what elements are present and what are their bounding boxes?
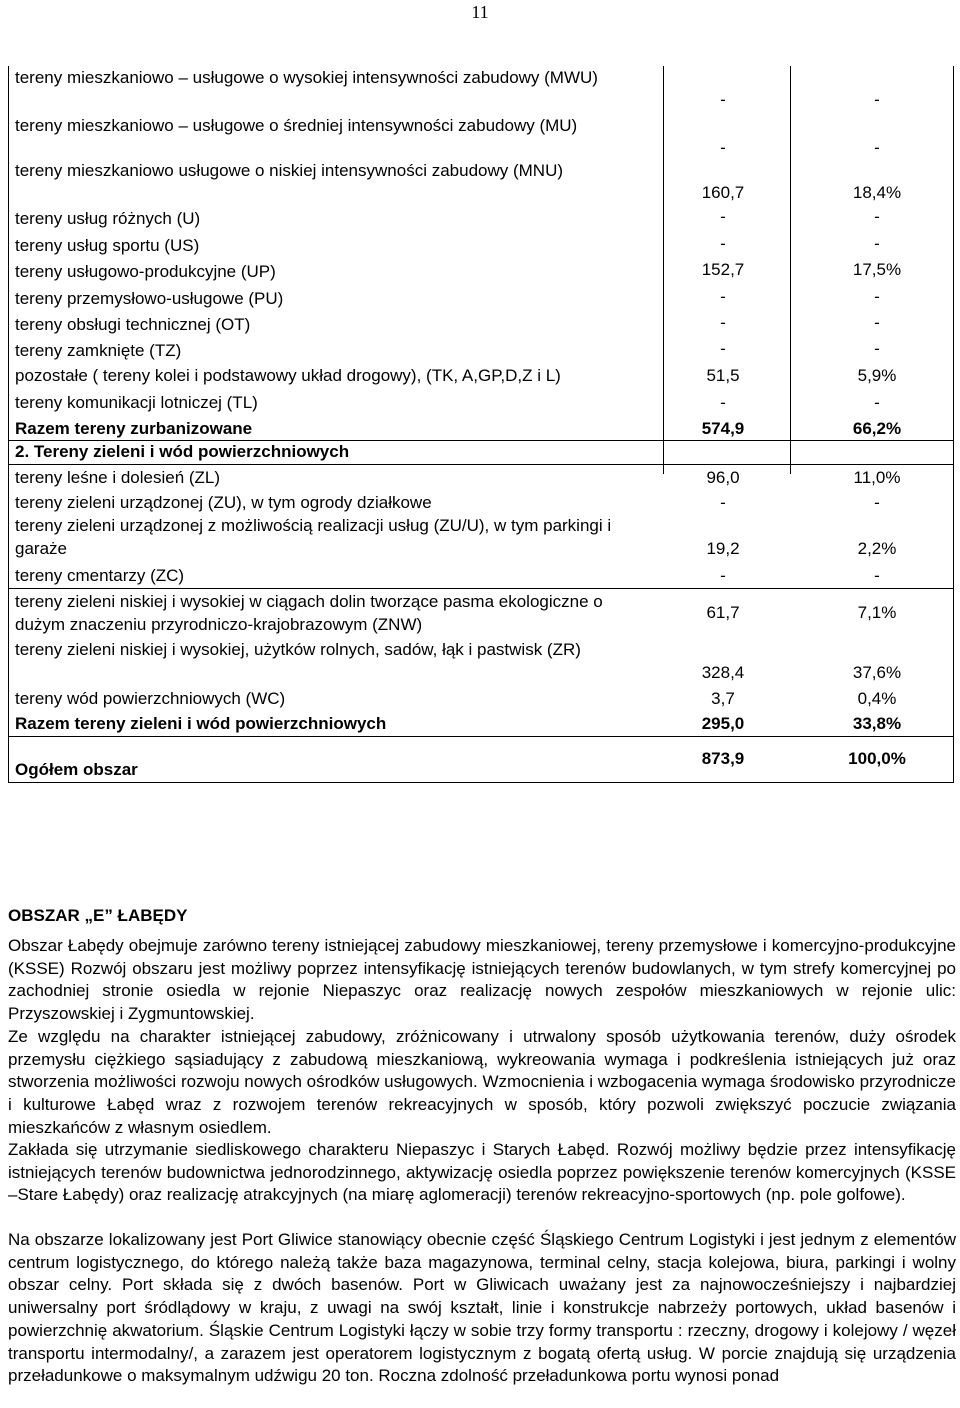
share-value: - (874, 90, 880, 109)
share-value: 66,2% (852, 419, 902, 438)
table-rule (8, 736, 953, 737)
area-value: - (720, 138, 726, 157)
area-value: 873,9 (701, 749, 745, 768)
paragraph: Ze względu na charakter istniejącej zabudowy, zróżnicowany i utrwalony sposób użytkowania terenów, duży ośrodek przemysłu ciężkiego sąsiadujący z zabudową mieszkaniową, wykreowania wymaga i podkreślenia istniejących już oraz stworzenia możliwości rozwoju nowych ośrodków usługowych. Wzmocnienia i wzbogacenia wymaga środowisko przyrodnicze i kulturowe Łabęd wraz z rozwojem terenów rekreacyjnych w sposób, który pozwoli zwiększyć poczucie związania mieszkańców z własnym osiedlem. (8, 1027, 956, 1137)
area-value: - (720, 90, 726, 109)
table-rule (8, 588, 953, 589)
share-value: - (874, 493, 880, 512)
area-value: - (720, 234, 726, 253)
area-value: 61,7 (706, 603, 740, 622)
row-label: 2. Tereny zieleni i wód powierzchniowych (15, 442, 350, 461)
row-label: tereny wód powierzchniowych (WC) (15, 689, 286, 708)
row-label: tereny zieleni urządzonej z możliwością realizacji usług (ZU/U), w tym parkingi i garaże (15, 516, 612, 558)
page-number: 11 (471, 2, 489, 22)
row-label: tereny usługowo-produkcyjne (UP) (15, 262, 276, 281)
area-value: 19,2 (706, 539, 740, 558)
share-value: - (874, 138, 880, 157)
share-value: - (874, 339, 880, 358)
row-label: tereny zamknięte (TZ) (15, 341, 182, 360)
row-label: tereny zieleni niskiej i wysokiej w ciągach dolin tworzące pasma ekologiczne o dużym znaczeniu przyrodniczo-krajobrazowym (ZNW) (15, 592, 603, 634)
table-column-divider (790, 66, 791, 474)
share-value: 7,1% (857, 603, 897, 622)
section-title: OBSZAR „E” ŁABĘDY (8, 906, 188, 925)
area-value: - (720, 339, 726, 358)
area-value: 574,9 (701, 419, 745, 438)
area-value: 3,7 (711, 689, 735, 708)
row-label: Razem tereny zieleni i wód powierzchniowych (15, 714, 387, 733)
area-value: - (720, 393, 726, 412)
row-label: tereny obsługi technicznej (OT) (15, 315, 251, 334)
area-value: - (720, 207, 726, 226)
area-value: - (720, 566, 726, 585)
paragraph: Na obszarze lokalizowany jest Port Gliwice stanowiący obecnie część Śląskiego Centrum Logistyki i jest jednym z elementów centrum logistycznego, do którego należą także baza magazynowa, terminal celny, stacja kolejowa, biura, parkingi i wolny obszar celny. Port składa się z dwóch basenów. Port w Gliwicach uważany jest za najnowocześniejszy i najbardziej uniwersalny port śródlądowy w kraju, z uwagi na swój kształt, linie i konstrukcje nabrzeży portowych, układ basenów i powierzchnię akwatorium. Śląskie Centrum Logistyki łączy w sobie trzy formy transportu : rzeczny, drogowy i kolejowy / węzeł transportu intermodalny/, a zarazem jest operatorem logistycznym z bogatą ofertą usług. W porcie znajdują się urządzenia przeładunkowe o maksymalnym udźwigu 20 ton. Roczna zdolność przeładunkowa portu wynosi ponad (8, 1230, 956, 1386)
share-value: 18,4% (852, 183, 902, 202)
row-label: Ogółem obszar (15, 760, 138, 779)
area-value: 328,4 (701, 663, 745, 682)
share-value: 2,2% (857, 539, 897, 558)
row-label: tereny mieszkaniowo – usługowe o średniej intensywności zabudowy (MU) (15, 116, 578, 135)
row-label: tereny komunikacji lotniczej (TL) (15, 393, 258, 412)
paragraph: Zakłada się utrzymanie siedliskowego charakteru Niepaszyc i Starych Łabęd. Rozwój możliwy będzie przez intensyfikację istniejących terenów budownictwa jednorodzinnego, aktywizację osiedla poprzez powiększenie terenów komercyjnych (KSSE –Stare Łabędy) oraz realizację atrakcyjnych (na miarę aglomeracji) terenów rekreacyjno-sportowych (np. pole golfowe). (8, 1140, 956, 1205)
share-value: - (874, 207, 880, 226)
area-value: - (720, 493, 726, 512)
row-label: tereny mieszkaniowo – usługowe o wysokiej intensywności zabudowy (MWU) (15, 68, 598, 87)
row-label: tereny zieleni niskiej i wysokiej, użytków rolnych, sadów, łąk i pastwisk (ZR) (15, 640, 581, 659)
share-value: - (874, 393, 880, 412)
share-value: - (874, 287, 880, 306)
area-value: 160,7 (701, 183, 745, 202)
paragraph: Obszar Łabędy obejmuje zarówno tereny istniejącej zabudowy mieszkaniowej, tereny przemysłowe i komercyjno-produkcyjne (KSSE) Rozwój obszaru jest możliwy poprzez intensyfikację istniejących terenów budowlanych, w tym strefy komercyjnej po zachodniej stronie osiedla w rejonie Niepaszyc oraz realizację nowych zespołów mieszkaniowych w rejonie ulic: Przyszowskiej i Zygmuntowskiej. (8, 936, 956, 1024)
share-value: - (874, 566, 880, 585)
area-value: - (720, 313, 726, 332)
row-label: tereny usług sportu (US) (15, 236, 200, 255)
area-value: 96,0 (706, 468, 740, 487)
share-value: 37,6% (852, 663, 902, 682)
share-value: 5,9% (857, 366, 897, 385)
area-value: 51,5 (706, 366, 740, 385)
row-label: tereny przemysłowo-usługowe (PU) (15, 289, 284, 308)
share-value: 0,4% (857, 689, 897, 708)
row-label: Razem tereny zurbanizowane (15, 419, 253, 438)
row-label: tereny usług różnych (U) (15, 209, 201, 228)
share-value: 100,0% (848, 749, 906, 768)
area-value: - (720, 287, 726, 306)
area-value: 295,0 (701, 714, 745, 733)
table-rule (8, 464, 953, 465)
share-value: 11,0% (853, 468, 901, 487)
share-value: - (874, 313, 880, 332)
share-value: 33,8% (852, 714, 902, 733)
row-label: tereny zieleni urządzonej (ZU), w tym ogrody działkowe (15, 493, 432, 512)
share-value: 17,5% (852, 260, 902, 279)
row-label: pozostałe ( tereny kolei i podstawowy układ drogowy), (TK, A,GP,D,Z i L) (15, 366, 561, 385)
row-label: tereny mieszkaniowo usługowe o niskiej intensywności zabudowy (MNU) (15, 161, 564, 180)
row-label: tereny cmentarzy (ZC) (15, 566, 185, 585)
area-value: 152,7 (701, 260, 745, 279)
row-label: tereny leśne i dolesień (ZL) (15, 468, 221, 487)
share-value: - (874, 234, 880, 253)
